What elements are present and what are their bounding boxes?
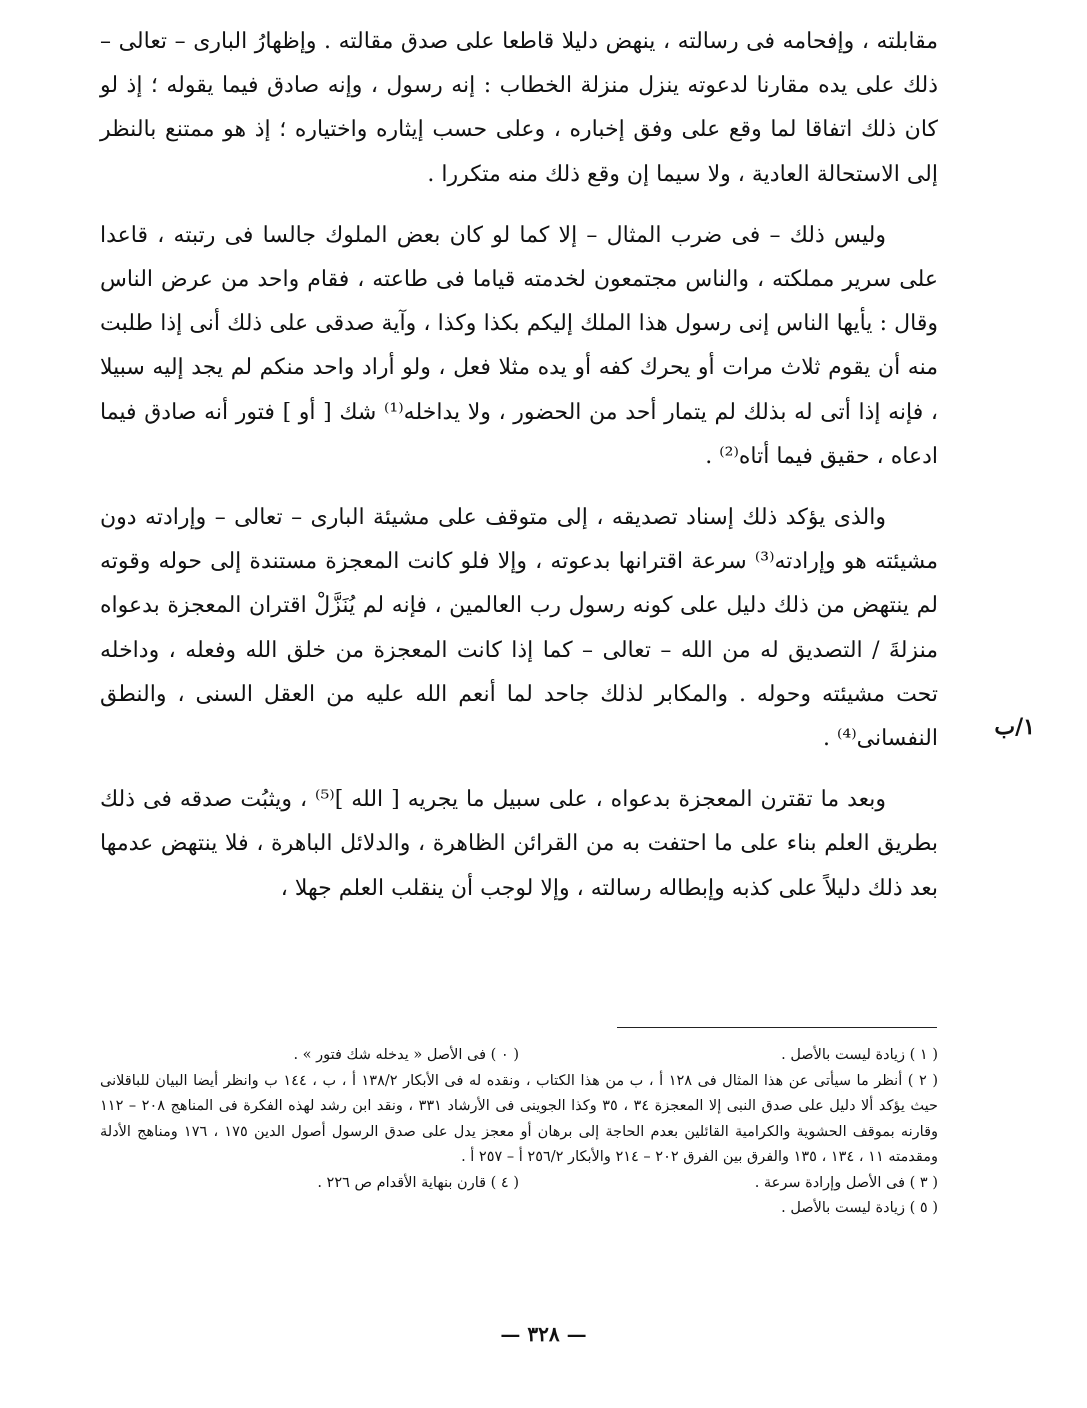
- paragraph-1: مقابلته ، وإفحامه فى رسالته ، ينهض دليلا قاطعا على صدق مقالته . وإظهارُ البارى – تعالى – ذلك على يده مقارنا لدعوته ينزل منزلة الخطاب : إنه رسول ، وإنه صادق فيما يقوله ؛ إذ لو كان ذلك اتفاقا لما وقع على وفق إخباره ، وعلى حسب إيثاره واختياره ؛ إذ هو ممتنع بالنظر إلى الاستحالة العادية ، ولا سيما إن وقع ذلك منه متكررا .: [100, 29, 938, 187]
- paragraph-3: والذى يؤكد ذلك إسناد تصديقه ، إلى متوقف على مشيئة البارى – تعالى – وإرادته دون مشيئته هو وإرادته⁽³⁾ سرعة اقترانها بدعوته ، وإلا فلو كانت المعجزة مستندة إلى حوله وقوته لم ينتهض من ذلك دليل على كونه رسول رب العالمين ، فإنه لم يُنَزَّلْ اقتران المعجزة بدعواه منزلةَ / التصديق له من الله – تعالى – كما إذا كانت المعجزة من خلق الله وفعله ، وداخله تحت مشيئته وحوله . والمكابر لذلك جاحد لما أنعم الله عليه من العقل السنى ، والنطق النفسانى⁽⁴⁾ .: [100, 505, 938, 752]
- folio-margin-note: ١/ب: [994, 714, 1035, 740]
- footnote-2: ( ٢ ) أنظر ما سيأتى عن هذا المثال فى ١٢٨ أ ، ب من هذا الكتاب ، ونقده له فى الأبكار ١٣٨/٢ أ ، ب ، ١٤٤ ب وانظر أيضا البيان للباقلانى حيث يؤكد ألا دليل على صدق النبى إلا المعجزة ٣٤ ، ٣٥ وكذا الجوينى فى الأرشاد ٣٣١ ، ونقد ابن رشد لهذه الفكرة فى المناهج ٢٠٨ – ١١٢ وقارنه بموقف الحشوية والكرامية القائلين بعدم الحاجة إلى برهان أو معجز يدل على صدق الرسول أصول الدين ١٧٥ ، ١٧٦ ومناهج الأدلة ومقدمته ١١ ، ١٣٤ ، ١٣٥ والفرق بين الفرق ٢٠٢ – ٢١٤ والأبكار ٢٥٦/٢ أ – ٢٥٧ أ .: [100, 1072, 939, 1165]
- paragraph-4: وبعد ما تقترن المعجزة بدعواه ، على سبيل ما يجريه [ الله ]⁽⁵⁾ ، ويثبُت صدقه فى ذلك بطريق العلم بناء على ما احتفت به من القرائن الظاهرة ، والدلائل الباهرة ، فلا ينتهض عدمها بعد ذلك دليلاً على كذبه وإبطاله رسالته ، وإلا لوجب أن ينقلب العلم جهلا ،: [100, 787, 938, 901]
- footnote-divider: [617, 1027, 937, 1028]
- footnote-1: ( ١ ) زيادة ليست بالأصل .: [781, 1047, 938, 1063]
- footnote-row-1: [100, 1043, 938, 1069]
- footnote-5: ( ٥ ) زيادة ليست بالأصل .: [781, 1200, 938, 1216]
- footnote-row-3: [100, 1171, 938, 1197]
- main-text: [100, 20, 938, 911]
- paragraph-2: وليس ذلك – فى ضرب المثال – إلا كما لو كان بعض الملوك جالسا فى رتبته ، قاعدا على سرير مملكته ، والناس مجتمعون لخدمته قياما فى طاعته ، فقام واحد من عرض الناس وقال : يأيها الناس إنى رسول هذا الملك إليكم بكذا وكذا ، وآية صدقى على ذلك أنى إذا طلبت منه أن يقوم ثلاث مرات أو يحرك كفه أو يده مثلا فعل ، ولو أراد واحد منكم لم يجد إليه سبيلا ، فإنه إذا أتى له بذلك لم يتمار أحد من الحضور ، ولا يداخله⁽¹⁾ شك [ أو ] فتور أنه صادق فيما ادعاه ، حقيق فيما أتاه⁽²⁾ .: [100, 222, 938, 469]
- footnotes: [100, 1043, 938, 1222]
- footnote-0: ( ٠ ) فى الأصل « يدخله شك فتور » .: [293, 1047, 519, 1063]
- footnote-4: ( ٤ ) قارن بنهاية الأقدام ص ٢٢٦ .: [317, 1174, 519, 1191]
- footnote-3: ( ٣ ) فى الأصل وإرادة سرعة .: [754, 1174, 938, 1191]
- page-number: — ٣٢٨ —: [500, 1322, 587, 1346]
